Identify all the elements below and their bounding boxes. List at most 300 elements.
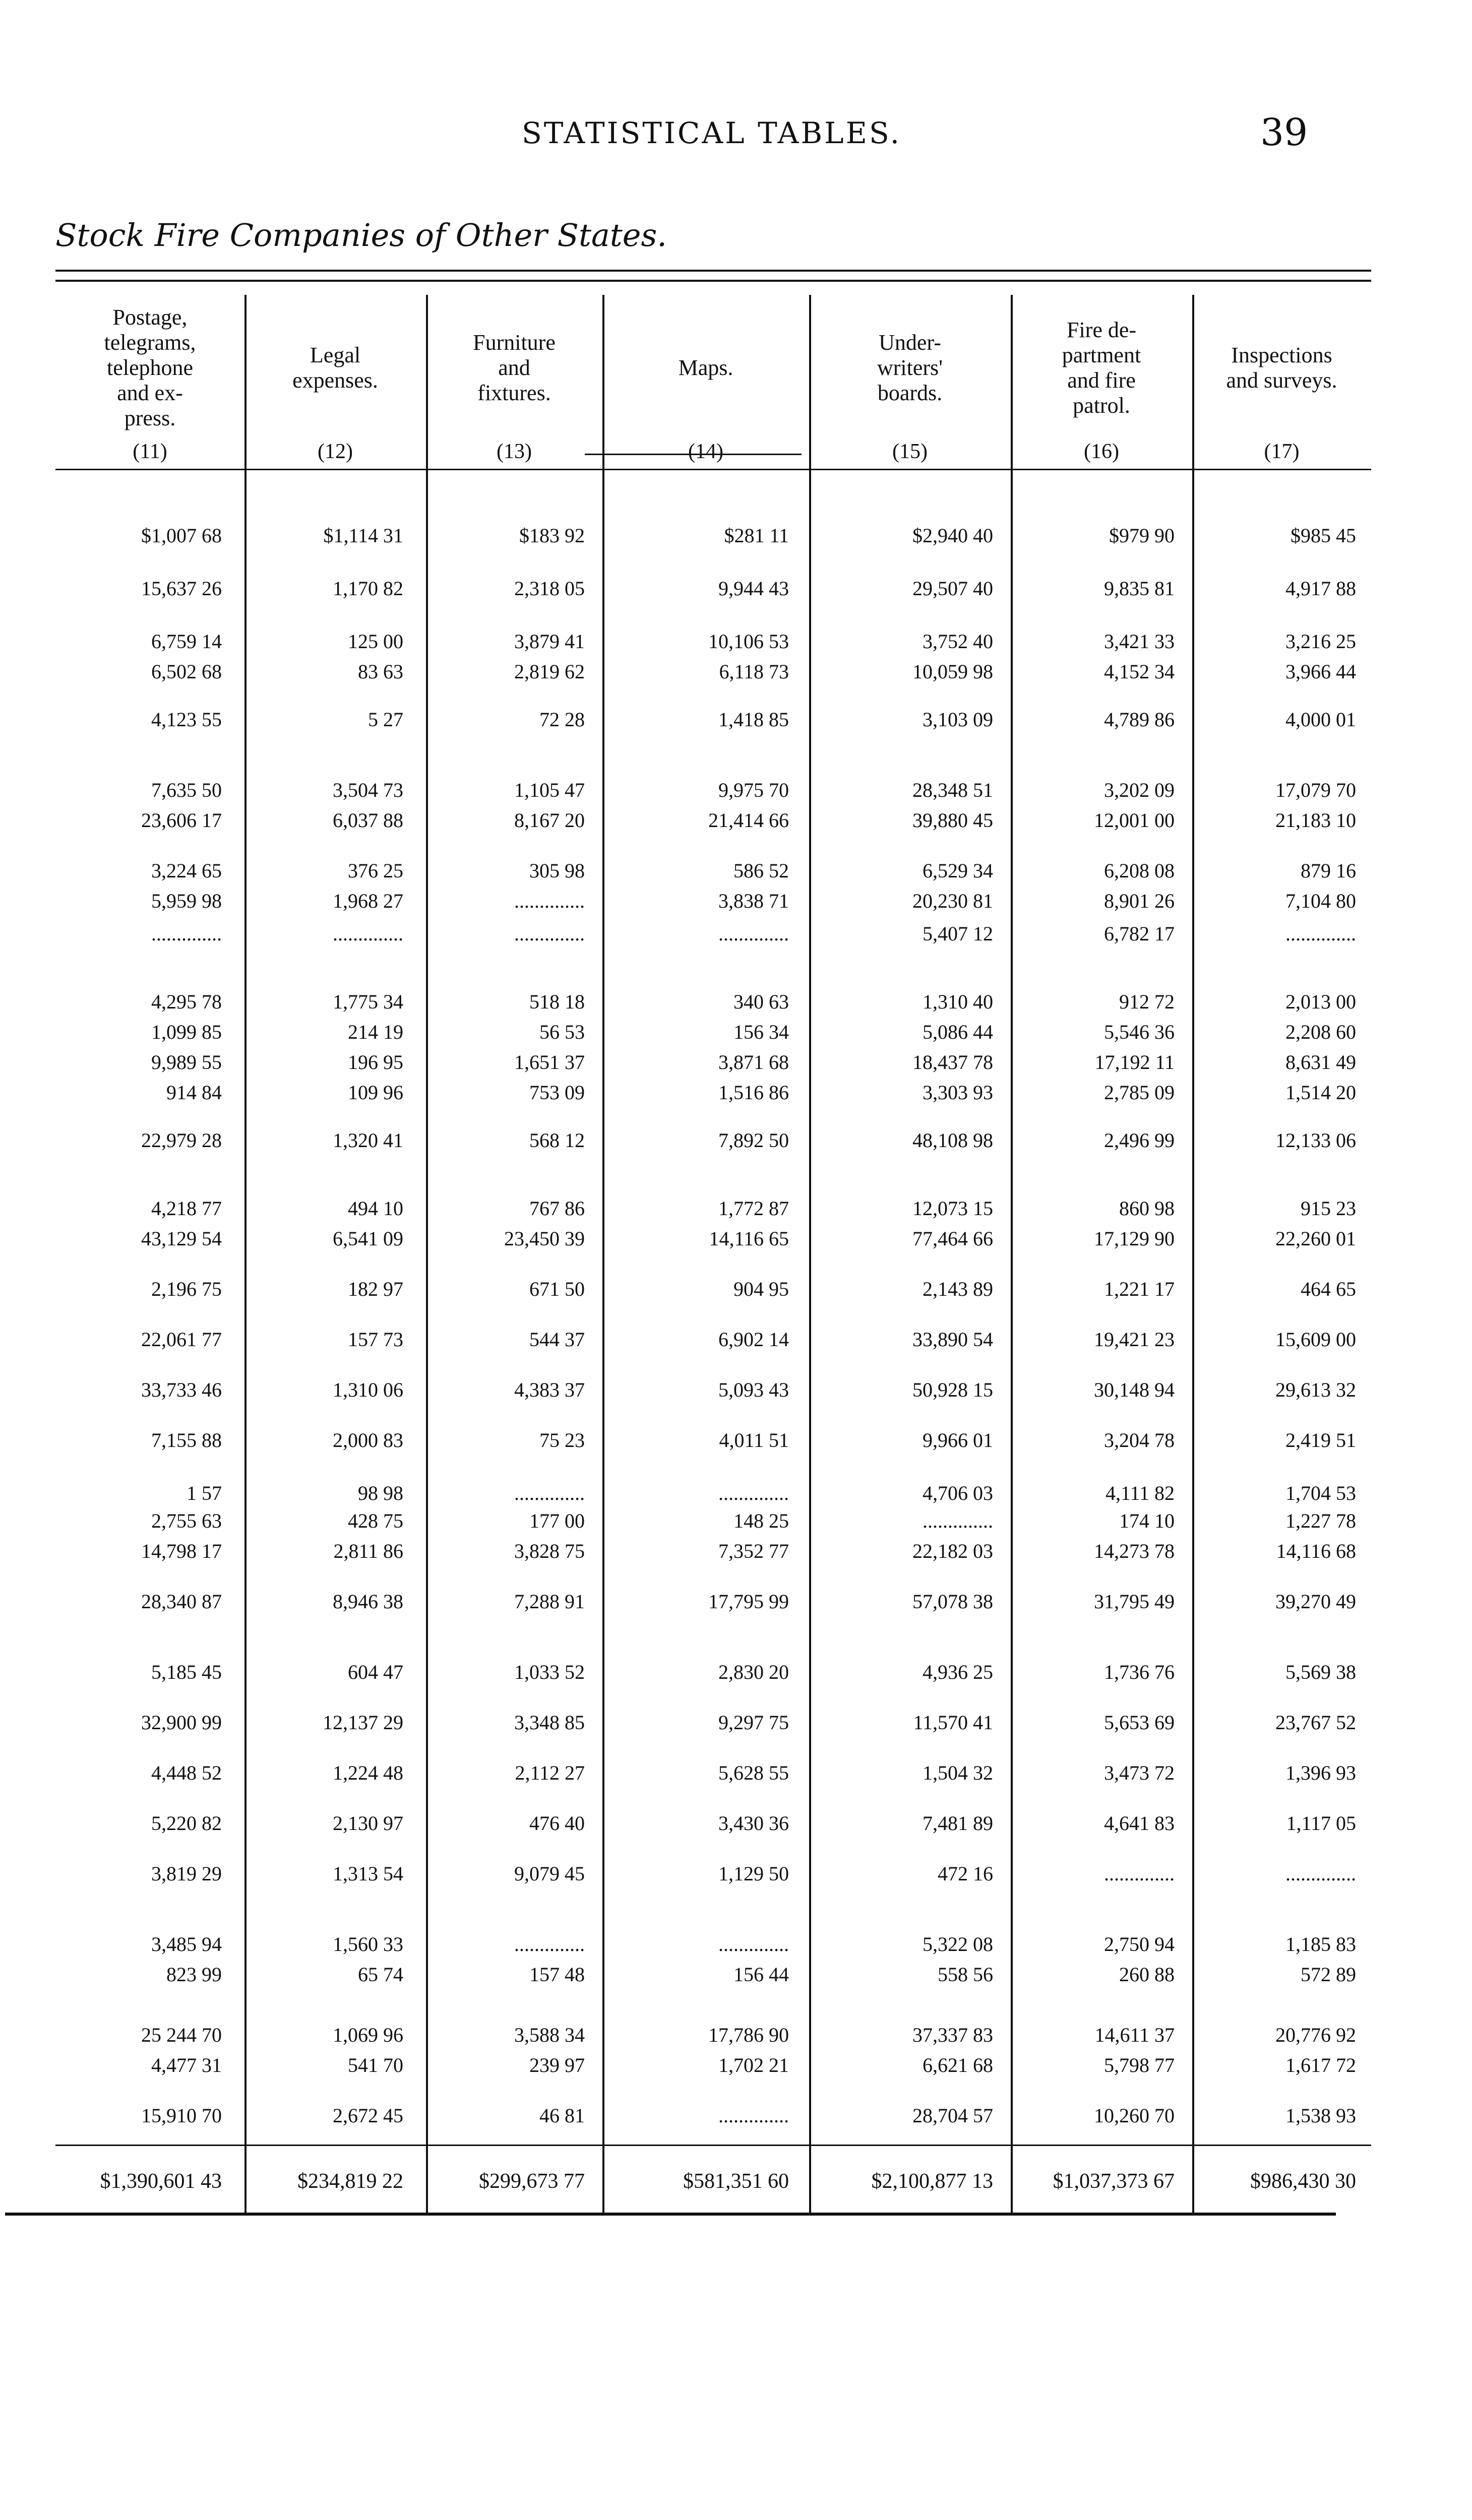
table-cell: 2,013 00 [1285,990,1356,1013]
table-cell: 823 99 [166,1963,222,1986]
table-cell: 2,811 86 [333,1540,403,1562]
total-cell: $2,100,877 13 [871,2170,993,2193]
column-number: (17) [1264,440,1300,463]
table-cell: 879 16 [1301,859,1356,882]
table-cell: 4,383 37 [514,1378,585,1401]
column-heading-line: and ex- [117,381,183,405]
table-cell: 2,143 89 [923,1278,993,1300]
table-cell: 5,653 69 [1104,1711,1175,1734]
column-heading [1011,318,1192,418]
column-heading-line: partment [1062,343,1141,367]
table-cell: 544 37 [529,1328,585,1351]
table-cell: 6,529 34 [923,859,993,882]
table-cell: 6,037 88 [333,809,403,832]
table-cell: 9,835 81 [1104,577,1175,600]
table-cell: 17,129 90 [1094,1227,1175,1250]
table-cell: 1,320 41 [333,1129,403,1152]
table-cell: $183 92 [519,524,585,547]
table-cell: 572 89 [1301,1963,1356,1986]
running-title: STATISTICAL TABLES. [522,116,902,150]
table-cell: 915 23 [1301,1197,1356,1220]
column-divider [809,295,811,2213]
table-cell: 3,752 40 [923,630,993,653]
table-cell: 14,116 68 [1276,1540,1356,1562]
table-cell: 4,152 34 [1104,660,1175,683]
table-cell: 9,989 55 [151,1051,222,1074]
table-cell: 72 28 [539,708,585,731]
total-cell: $1,390,601 43 [100,2170,222,2193]
column-heading-line: boards. [877,381,943,405]
column-heading-line: Postage, [112,305,188,330]
table-cell: 1,617 72 [1285,2054,1356,2076]
column-heading [1192,343,1371,393]
table-cell: 1,736 76 [1104,1661,1175,1683]
column-heading-line: Maps. [678,355,733,380]
table-cell: 5,959 98 [151,890,222,912]
table-cell: 14,273 78 [1094,1540,1175,1562]
table-cell: 1,117 05 [1286,1812,1356,1835]
table-rule [5,2213,1336,2216]
column-number: (12) [318,440,353,463]
table-cell: 8,631 49 [1285,1051,1356,1074]
table-cell: 6,118 73 [719,660,789,683]
table-cell: .............. [718,2104,789,2127]
table-cell: 428 75 [348,1509,403,1532]
table-cell: 753 09 [529,1081,585,1104]
table-cell: 904 95 [733,1278,789,1300]
table-cell: 157 48 [529,1963,585,1986]
table-cell: 7,892 50 [718,1129,789,1152]
table-cell: 4,477 31 [151,2054,222,2076]
table-cell: 4,641 83 [1104,1812,1175,1835]
column-heading-line: Under- [879,330,941,355]
column-heading-line: patrol. [1073,393,1130,418]
table-cell: 182 97 [348,1278,403,1300]
table-cell: 23,767 52 [1275,1711,1356,1734]
column-number: (14) [688,440,723,463]
table-cell: 20,776 92 [1275,2024,1356,2046]
column-heading [244,343,426,393]
total-cell: $581,351 60 [683,2170,789,2193]
column-heading-line: fixtures. [477,381,551,405]
table-cell: 2,208 60 [1285,1021,1356,1043]
table-cell: 148 25 [733,1509,789,1532]
column-number: (16) [1084,440,1119,463]
table-cell: 28,348 51 [912,779,993,801]
table-cell: 2,755 63 [151,1509,222,1532]
column-heading-line: and [498,355,530,380]
table-cell: .............. [514,1933,585,1956]
table-cell: $281 11 [724,524,789,547]
table-cell: 174 10 [1119,1509,1175,1532]
table-cell: 860 98 [1119,1197,1175,1220]
table-cell: 1,702 21 [718,2054,789,2076]
table-cell: 5,798 77 [1104,2054,1175,2076]
table-cell: 239 97 [529,2054,585,2076]
table-cell: 50,928 15 [912,1378,993,1401]
column-heading-line: telephone [106,355,194,380]
table-cell: 3,216 25 [1285,630,1356,653]
column-heading-line: Inspections [1231,343,1332,367]
table-cell: 1,221 17 [1104,1278,1175,1300]
table-cell: 586 52 [733,859,789,882]
table-cell: 15,910 70 [141,2104,222,2127]
table-cell: 30,148 94 [1094,1378,1175,1401]
column-heading-line: writers' [877,355,943,380]
table-cell: 7,288 91 [514,1590,585,1613]
table-cell: 57,078 38 [912,1590,993,1613]
table-cell: 12,073 15 [912,1197,993,1220]
table-cell: 260 88 [1119,1963,1175,1986]
table-cell: 3,828 75 [514,1540,585,1562]
column-heading [602,355,809,381]
table-cell: 1 57 [187,1482,222,1504]
table-cell: 1,560 33 [333,1933,403,1956]
table-cell: 22,979 28 [141,1129,222,1152]
table-cell: 2,672 45 [333,2104,403,2127]
table-cell: 2,000 83 [333,1429,403,1452]
table-cell: .............. [514,890,585,912]
table-cell: 156 34 [733,1021,789,1043]
table-cell: 3,303 93 [923,1081,993,1104]
table-cell: 1,105 47 [514,779,585,801]
table-cell: 20,230 81 [912,890,993,912]
table-rule [55,469,1371,470]
table-cell: 33,733 46 [141,1378,222,1401]
table-cell: 1,069 96 [333,2024,403,2046]
table-cell: 1,775 34 [333,990,403,1013]
table-cell: 3,966 44 [1285,660,1356,683]
table-cell: 2,112 27 [515,1761,585,1784]
table-cell: 3,588 34 [514,2024,585,2046]
total-cell: $1,037,373 67 [1053,2170,1175,2193]
table-cell: 39,270 49 [1275,1590,1356,1613]
table-cell: 3,348 85 [514,1711,585,1734]
table-cell: 75 23 [539,1429,585,1452]
table-cell: 1,170 82 [333,577,403,600]
table-cell: 4,917 88 [1285,577,1356,600]
table-cell: 10,106 53 [708,630,789,653]
table-cell: 671 50 [529,1278,585,1300]
column-heading-line: telegrams, [104,330,196,355]
table-cell: 46 81 [539,2104,585,2127]
table-cell: 23,606 17 [141,809,222,832]
table-cell: 3,871 68 [718,1051,789,1074]
table-cell: 17,079 70 [1275,779,1356,801]
table-cell: 2,819 62 [514,660,585,683]
table-cell: 14,611 37 [1094,2024,1175,2046]
table-cell: 125 00 [348,630,403,653]
table-cell: .............. [923,1509,993,1532]
table-cell: 65 74 [358,1963,403,1986]
table-cell: 109 96 [348,1081,403,1104]
table-cell: 1,516 86 [718,1081,789,1104]
table-cell: 6,782 17 [1104,922,1175,945]
table-cell: 3,819 29 [151,1862,222,1885]
table-cell: 494 10 [348,1197,403,1220]
column-number: (13) [497,440,532,463]
table-cell: 28,340 87 [141,1590,222,1613]
table-cell: 5,086 44 [923,1021,993,1043]
table-cell: 18,437 78 [912,1051,993,1074]
table-cell: 15,637 26 [141,577,222,600]
table-cell: 1,313 54 [333,1862,403,1885]
table-cell: 1,227 78 [1285,1509,1356,1532]
table-cell: 32,900 99 [141,1711,222,1734]
table-cell: 1,396 93 [1285,1761,1356,1784]
table-rule [55,2145,1371,2146]
table-cell: 558 56 [938,1963,993,1986]
table-cell: 4,706 03 [923,1482,993,1504]
table-cell: 37,337 83 [912,2024,993,2046]
column-divider [1011,295,1013,2213]
table-cell: 9,966 01 [923,1429,993,1452]
table-cell: 2,130 97 [333,1812,403,1835]
table-cell: 15,609 00 [1275,1328,1356,1351]
total-cell: $234,819 22 [297,2170,403,2193]
table-cell: 4,123 55 [151,708,222,731]
table-cell: 472 16 [938,1862,993,1885]
table-cell: 1,129 50 [718,1862,789,1885]
table-cell: .............. [514,922,585,945]
table-cell: $979 90 [1109,524,1175,547]
table-rule [55,270,1371,272]
table-cell: 5,628 55 [718,1761,789,1784]
table-cell: $985 45 [1291,524,1356,547]
column-heading-line: and fire [1067,368,1136,393]
table-cell: 39,880 45 [912,809,993,832]
table-cell: 518 18 [529,990,585,1013]
table-cell: 7,104 80 [1285,890,1356,912]
table-cell: .............. [151,922,222,945]
table-cell: 340 63 [733,990,789,1013]
table-cell: 22,182 03 [912,1540,993,1562]
column-heading-line: Fire de- [1066,318,1137,342]
table-cell: 3,485 94 [151,1933,222,1956]
page-number: 39 [1260,111,1308,154]
table-cell: 12,001 00 [1094,809,1175,832]
table-cell: $1,114 31 [323,524,403,547]
table-cell: $1,007 68 [141,524,222,547]
table-cell: 5,220 82 [151,1812,222,1835]
table-cell: 6,502 68 [151,660,222,683]
table-cell: 214 19 [348,1021,403,1043]
table-cell: 3,421 33 [1104,630,1175,653]
table-cell: 7,635 50 [151,779,222,801]
table-cell: 7,352 77 [718,1540,789,1562]
table-cell: 5,185 45 [151,1661,222,1683]
table-cell: 3,504 73 [333,779,403,801]
table-cell: 196 95 [348,1051,403,1074]
table-cell: 4,000 01 [1285,708,1356,731]
table-cell: 25 244 70 [141,2024,222,2046]
table-cell: 1,514 20 [1285,1081,1356,1104]
table-cell: 3,879 41 [514,630,585,653]
table-cell: 10,059 98 [912,660,993,683]
column-heading-line: and surveys. [1226,368,1337,393]
column-heading [809,330,1011,406]
table-cell: 177 00 [529,1509,585,1532]
table-cell: 7,155 88 [151,1429,222,1452]
table-subtitle: Stock Fire Companies of Other States. [55,217,667,254]
column-heading-line: Legal [310,343,361,367]
table-cell: 2,785 09 [1104,1081,1175,1104]
table-cell: 1,772 87 [718,1197,789,1220]
table-cell: 8,901 26 [1104,890,1175,912]
table-cell: 568 12 [529,1129,585,1152]
table-cell: 4,218 77 [151,1197,222,1220]
table-cell: 29,613 32 [1275,1378,1356,1401]
table-cell: 21,414 66 [708,809,789,832]
table-cell: 464 65 [1301,1278,1356,1300]
table-cell: 3,202 09 [1104,779,1175,801]
table-cell: 10,260 70 [1094,2104,1175,2127]
table-cell: 19,421 23 [1094,1328,1175,1351]
table-cell: 1,099 85 [151,1021,222,1043]
table-cell: 5,093 43 [718,1378,789,1401]
table-cell: 157 73 [348,1328,403,1351]
table-cell: 1,968 27 [333,890,403,912]
table-cell: 6,208 08 [1104,859,1175,882]
page-header [0,106,1472,166]
table-cell: 8,167 20 [514,809,585,832]
table-cell: 3,103 09 [923,708,993,731]
table-cell: 1,651 37 [514,1051,585,1074]
table-cell: 5,569 38 [1285,1661,1356,1683]
table-cell: 4,936 25 [923,1661,993,1683]
column-heading [55,305,244,431]
table-cell: 22,260 01 [1275,1227,1356,1250]
table-cell: 156 44 [733,1963,789,1986]
table-cell: 476 40 [529,1812,585,1835]
table-cell: 2,318 05 [514,577,585,600]
table-cell: 3,473 72 [1104,1761,1175,1784]
table-cell: 6,759 14 [151,630,222,653]
column-divider [1192,295,1194,2213]
table-cell: 14,116 65 [709,1227,789,1250]
table-cell: 3,224 65 [151,859,222,882]
table-cell: 1,033 52 [514,1661,585,1683]
table-cell: 7,481 89 [923,1812,993,1835]
table-cell: 4,789 86 [1104,708,1175,731]
table-cell: 1,538 93 [1285,2104,1356,2127]
table-cell: 2,196 75 [151,1278,222,1300]
table-cell: 914 84 [166,1081,222,1104]
table-cell: 3,430 36 [718,1812,789,1835]
table-cell: 4,011 51 [719,1429,789,1452]
table-cell: 1,704 53 [1285,1482,1356,1504]
table-cell: .............. [1285,1862,1356,1885]
table-cell: 5,546 36 [1104,1021,1175,1043]
table-cell: 31,795 49 [1094,1590,1175,1613]
table-cell: 2,830 20 [718,1661,789,1683]
table-cell: 6,541 09 [333,1227,403,1250]
table-cell: 83 63 [358,660,403,683]
table-cell: 9,975 70 [718,779,789,801]
column-heading-line: expenses. [292,368,378,393]
table-cell: 33,890 54 [912,1328,993,1351]
table-cell: .............. [718,1933,789,1956]
table-cell: 6,621 68 [923,2054,993,2076]
table-cell: 56 53 [539,1021,585,1043]
table-cell: 4,448 52 [151,1761,222,1784]
table-cell: .............. [1104,1862,1175,1885]
table-cell: .............. [718,1482,789,1504]
table-cell: 912 72 [1119,990,1175,1013]
table-cell: 1,185 83 [1285,1933,1356,1956]
table-cell: 43,129 54 [141,1227,222,1250]
total-cell: $986,430 30 [1250,2170,1356,2193]
table-cell: 9,297 75 [718,1711,789,1734]
table-cell: 28,704 57 [912,2104,993,2127]
table-cell: 12,137 29 [323,1711,403,1734]
table-cell: 4,295 78 [151,990,222,1013]
table-cell: 3,204 78 [1104,1429,1175,1452]
table-cell: 98 98 [358,1482,403,1504]
table-cell: 2,496 99 [1104,1129,1175,1152]
column-divider [244,295,247,2213]
table-cell: 21,183 10 [1275,809,1356,832]
table-cell: .............. [514,1482,585,1504]
table-cell: 14,798 17 [141,1540,222,1562]
table-cell: .............. [718,922,789,945]
table-cell: 17,192 11 [1094,1051,1175,1074]
table-cell: 541 70 [348,2054,403,2076]
table-rule [55,280,1371,282]
column-number: (15) [892,440,928,463]
table-cell: 23,450 39 [504,1227,585,1250]
table-cell: $2,940 40 [912,524,993,547]
table-cell: 22,061 77 [141,1328,222,1351]
table-cell: 12,133 06 [1275,1129,1356,1152]
table-cell: 2,419 51 [1285,1429,1356,1452]
table-cell: 604 47 [348,1661,403,1683]
table-cell: 1,504 32 [923,1761,993,1784]
table-cell: 9,079 45 [514,1862,585,1885]
column-heading [426,330,602,406]
table-cell: .............. [333,922,403,945]
table-cell: 1,310 40 [923,990,993,1013]
table-cell: 11,570 41 [913,1711,993,1734]
table-cell: 17,795 99 [708,1590,789,1613]
table-cell: 2,750 94 [1104,1933,1175,1956]
table-cell: 767 86 [529,1197,585,1220]
table-cell: 376 25 [348,859,403,882]
table-cell: 1,310 06 [333,1378,403,1401]
table-cell: 29,507 40 [912,577,993,600]
table-cell: 77,464 66 [912,1227,993,1250]
table-cell: 5 27 [368,708,403,731]
table-cell: 305 98 [529,859,585,882]
table-cell: 1,418 85 [718,708,789,731]
table-cell: .............. [1285,922,1356,945]
table-cell: 5,322 08 [923,1933,993,1956]
table-cell: 1,224 48 [333,1761,403,1784]
table-cell: 5,407 12 [923,922,993,945]
table-cell: 6,902 14 [718,1328,789,1351]
total-cell: $299,673 77 [479,2170,585,2193]
table-cell: 9,944 43 [718,577,789,600]
table-cell: 8,946 38 [333,1590,403,1613]
table-cell: 4,111 82 [1105,1482,1175,1504]
column-heading-line: press. [124,406,176,430]
column-divider [426,295,428,2213]
column-number: (11) [133,440,167,463]
table-cell: 48,108 98 [912,1129,993,1152]
table-cell: 17,786 90 [708,2024,789,2046]
column-heading-line: Furniture [473,330,556,355]
column-divider [602,295,604,2213]
